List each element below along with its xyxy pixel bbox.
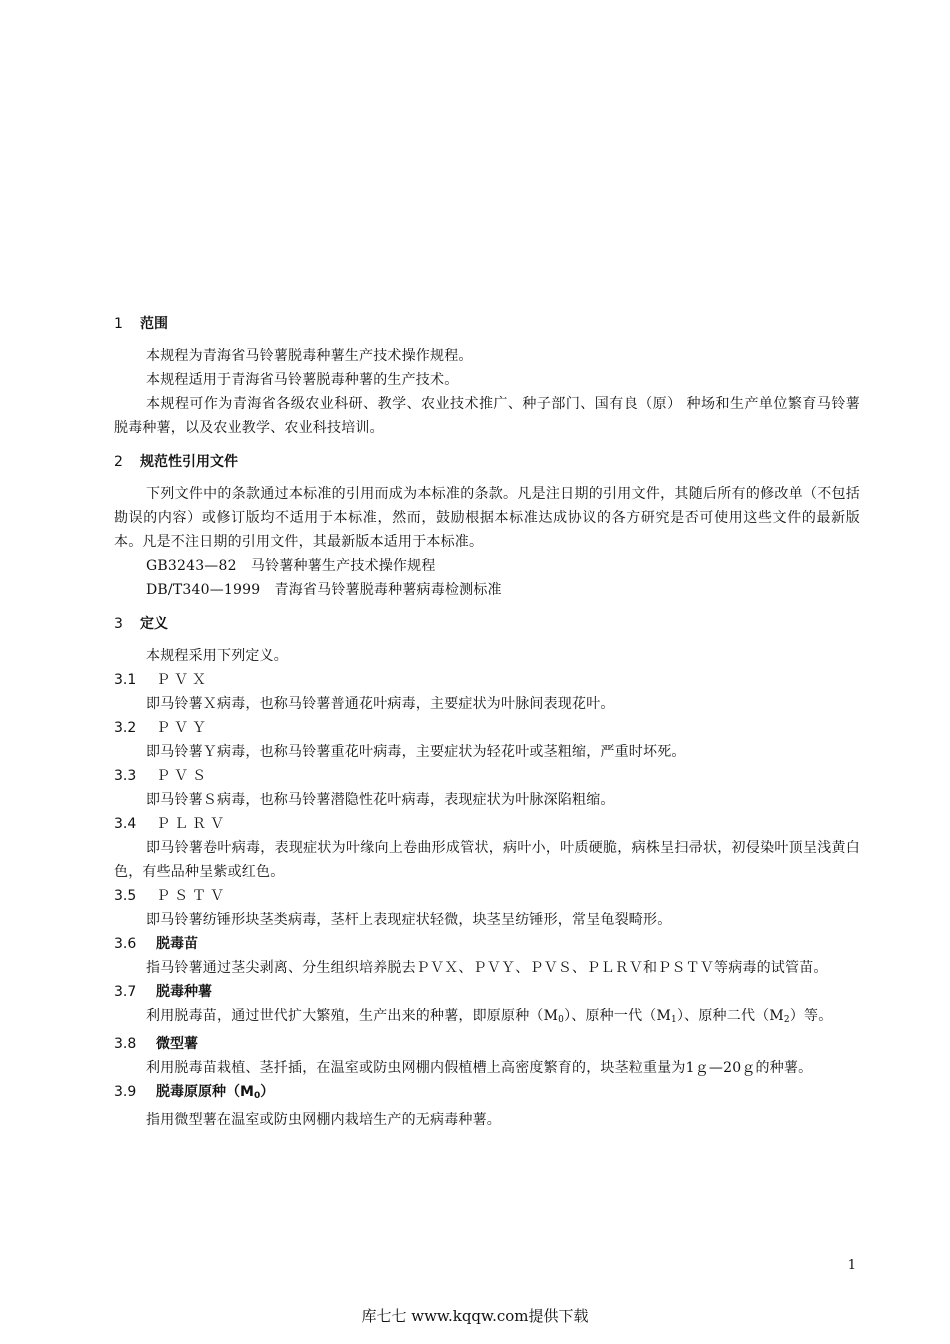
definition-number: 3.7: [114, 984, 137, 1000]
page-number: 1: [847, 1258, 856, 1273]
definition-heading: [114, 884, 860, 908]
text-run: ）等。: [789, 1008, 833, 1024]
section-title: 范围: [140, 316, 168, 332]
definition-number: 3.6: [114, 936, 137, 952]
definition-heading: [114, 1032, 860, 1056]
section-heading-3: [114, 612, 860, 636]
section-title: 规范性引用文件: [140, 454, 238, 470]
definition-text: 即马铃薯纺锤形块茎类病毒，茎杆上表现症状轻微，块茎呈纺锤形，常呈龟裂畸形。: [146, 912, 672, 928]
document-body: [114, 312, 860, 1132]
definition-title: ＰＶＳ: [156, 768, 210, 784]
definition-title: 脱毒种薯: [156, 984, 212, 1000]
definition-title: 微型薯: [156, 1036, 198, 1052]
definition-number: 3.5: [114, 888, 137, 904]
text-run: 脱毒原原种（M: [156, 1084, 254, 1100]
definition-title: ＰＬＲＶ: [156, 816, 228, 832]
reference-item: GB3243—82 马铃薯种薯生产技术操作规程: [146, 558, 436, 574]
definition-text: [114, 1004, 860, 1032]
definition-heading: [114, 716, 860, 740]
definition-number: 3.2: [114, 720, 137, 736]
subscript: 0: [253, 1091, 261, 1101]
definition-text: 即马铃薯Ｓ病毒，也称马铃薯潜隐性花叶病毒，表现症状为叶脉深陷粗缩。: [146, 792, 615, 808]
paragraph: 本规程采用下列定义。: [146, 648, 288, 664]
definition-number: 3.8: [114, 1036, 137, 1052]
text-run: ）、原种二代（M: [676, 1008, 784, 1024]
definition-text: 指马铃薯通过茎尖剥离、分生组织培养脱去ＰＶＸ、ＰＶＹ、ＰＶＳ、ＰＬＲＶ和ＰＳＴＶ等病毒的试管苗。: [146, 960, 828, 976]
definition-text: 利用脱毒苗栽植、茎扦插，在温室或防虫网棚内假植槽上高密度繁育的，块茎粒重量为1ｇ—20ｇ的种薯。: [146, 1060, 813, 1076]
text-run: ）、原种一代（M: [564, 1008, 672, 1024]
section-title: 定义: [140, 616, 168, 632]
subscript: 1: [671, 1015, 677, 1025]
definition-heading: [114, 980, 860, 1004]
section-heading-2: [114, 450, 860, 474]
subscript: 2: [783, 1015, 790, 1025]
definition-title: ＰＶＹ: [156, 720, 210, 736]
section-number: 1: [114, 316, 123, 332]
definition-title: ＰＳＴＶ: [156, 888, 228, 904]
definition-title: 脱毒苗: [156, 936, 198, 952]
paragraph: 下列文件中的条款通过本标准的引用而成为本标准的条款。凡是注日期的引用文件，其随后所有的修改单（不包括勘误的内容）或修订版均不适用于本标准，然而，鼓励根据本标准达成协议的各方研究是否可使用这些文件的最新版本。凡是不注日期的引用文件，其最新版本适用于本标准。: [114, 486, 860, 550]
reference-item: DB/T340—1999 青海省马铃薯脱毒种薯病毒检测标准: [146, 582, 502, 598]
definition-number: 3.1: [114, 672, 137, 688]
paragraph: 本规程为青海省马铃薯脱毒种薯生产技术操作规程。: [146, 348, 473, 364]
definition-title: ＰＶＸ: [156, 672, 210, 688]
definition-number: 3.3: [114, 768, 137, 784]
definition-text: 即马铃薯Ｙ病毒，也称马铃薯重花叶病毒，主要症状为轻花叶或茎粗缩，严重时坏死。: [146, 744, 686, 760]
definition-number: 3.4: [114, 816, 137, 832]
text-run: ）: [260, 1084, 275, 1100]
definition-heading: [114, 812, 860, 836]
text-run: 利用脱毒苗，通过世代扩大繁殖，生产出来的种薯，即原原种（M: [146, 1008, 559, 1024]
definition-title: [156, 1084, 274, 1100]
definition-heading: [114, 1080, 860, 1108]
section-number: 2: [114, 454, 123, 470]
paragraph: 本规程适用于青海省马铃薯脱毒种薯的生产技术。: [146, 372, 459, 388]
definition-heading: [114, 764, 860, 788]
definition-number: 3.9: [114, 1084, 137, 1100]
paragraph: 本规程可作为青海省各级农业科研、教学、农业技术推广、种子部门、国有良（原） 种场和生产单位繁育马铃薯脱毒种薯，以及农业教学、农业科技培训。: [114, 396, 860, 436]
definition-text: 指用微型薯在温室或防虫网棚内栽培生产的无病毒种薯。: [146, 1112, 501, 1128]
section-number: 3: [114, 616, 123, 632]
definition-text: 即马铃薯卷叶病毒，表现症状为叶缘向上卷曲形成管状，病叶小，叶质硬脆，病株呈扫帚状，初侵染叶顶呈浅黄白色，有些品种呈紫或红色。: [114, 840, 860, 880]
definition-text: 即马铃薯Ｘ病毒，也称马铃薯普通花叶病毒，主要症状为叶脉间表现花叶。: [146, 696, 615, 712]
subscript: 0: [558, 1015, 565, 1025]
definition-heading: [114, 932, 860, 956]
footer-watermark: 库七七 www.kqqw.com提供下载: [361, 1307, 589, 1325]
section-heading-1: [114, 312, 860, 336]
definition-heading: [114, 668, 860, 692]
